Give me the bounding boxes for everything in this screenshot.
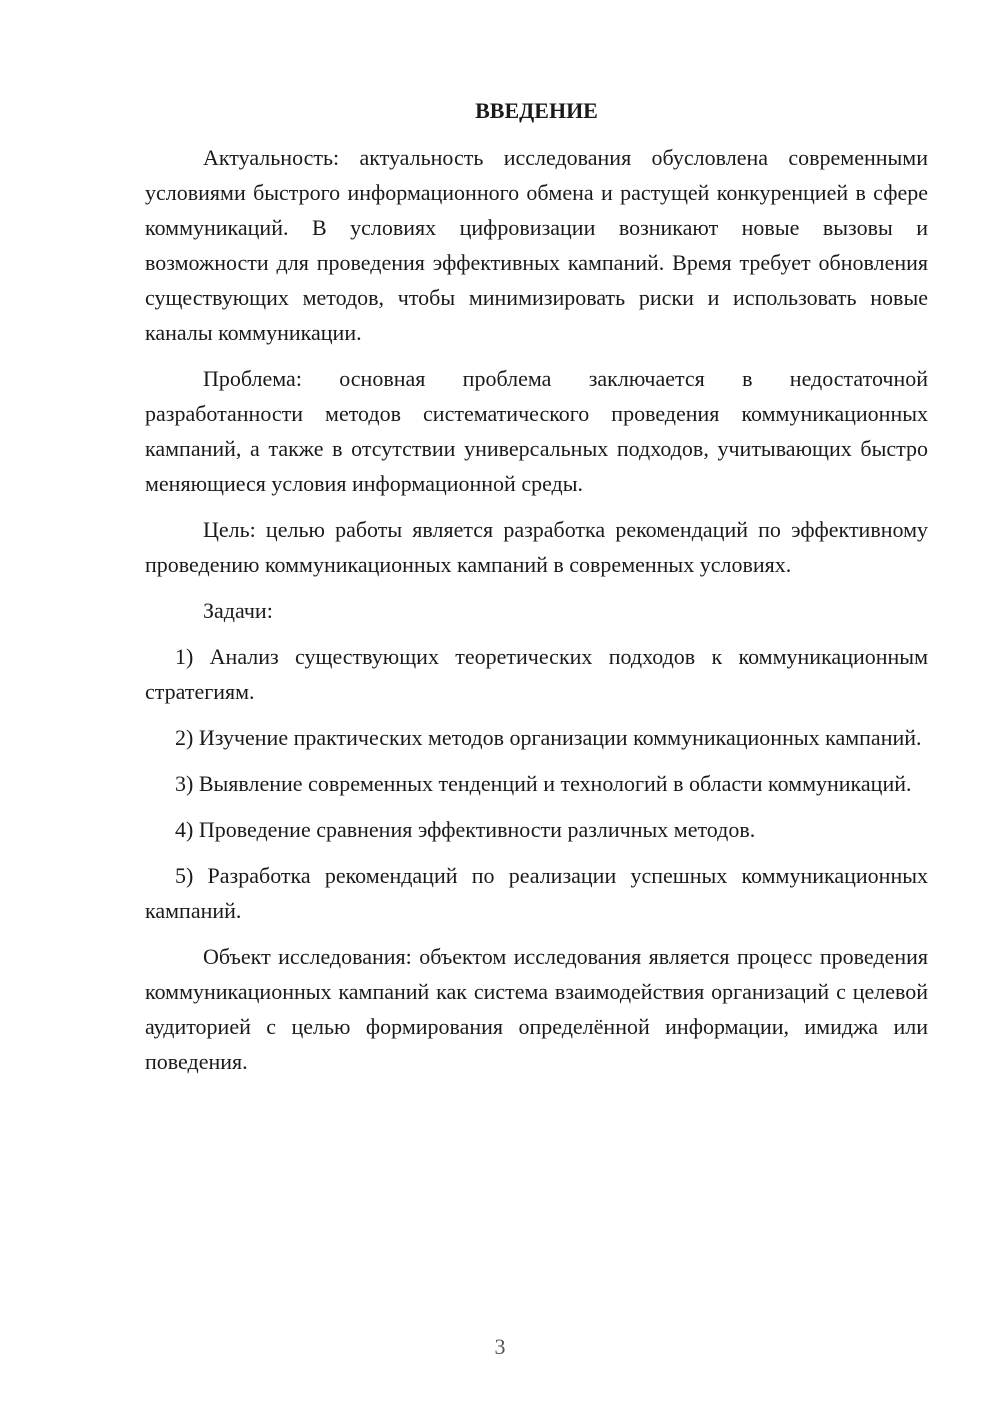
page-title: ВВЕДЕНИЕ <box>475 98 598 123</box>
relevance-paragraph: Актуальность: актуальность исследования обусловлена современными условиями быстрого информационного обмена и растущей конкуренцией в сфере коммуникаций. В условиях цифровизации возникают новые вызовы и возможности для проведения эффективных кампаний. Время требует обновления существующих методов, чтобы минимизировать риски и использовать новые каналы коммуникации. <box>145 145 928 345</box>
task-item-5: 5) Разработка рекомендаций по реализации успешных коммуникационных кампаний. <box>145 863 928 923</box>
problem-paragraph: Проблема: основная проблема заключается в недостаточной разработанности методов систематического проведения коммуникационных кампаний, а также в отсутствии универсальных подходов, учитывающих быстро меняющиеся условия информационной среды. <box>145 366 928 496</box>
task-item-4: 4) Проведение сравнения эффективности различных методов. <box>175 817 756 842</box>
task-item-2: 2) Изучение практических методов организации коммуникационных кампаний. <box>175 725 922 750</box>
page-content <box>145 94 928 1090</box>
goal-paragraph: Цель: целью работы является разработка рекомендаций по эффективному проведению коммуникационных кампаний в современных условиях. <box>145 517 928 577</box>
tasks-heading: Задачи: <box>203 598 273 623</box>
object-paragraph: Объект исследования: объектом исследования является процесс проведения коммуникационных кампаний как система взаимодействия организаций с целевой аудиторией с целью формирования определённой информации, имиджа или поведения. <box>145 944 928 1074</box>
page-number: 3 <box>494 1334 506 1359</box>
task-item-3: 3) Выявление современных тенденций и технологий в области коммуникаций. <box>175 771 912 796</box>
task-item-1: 1) Анализ существующих теоретических подходов к коммуникационным стратегиям. <box>145 644 928 704</box>
